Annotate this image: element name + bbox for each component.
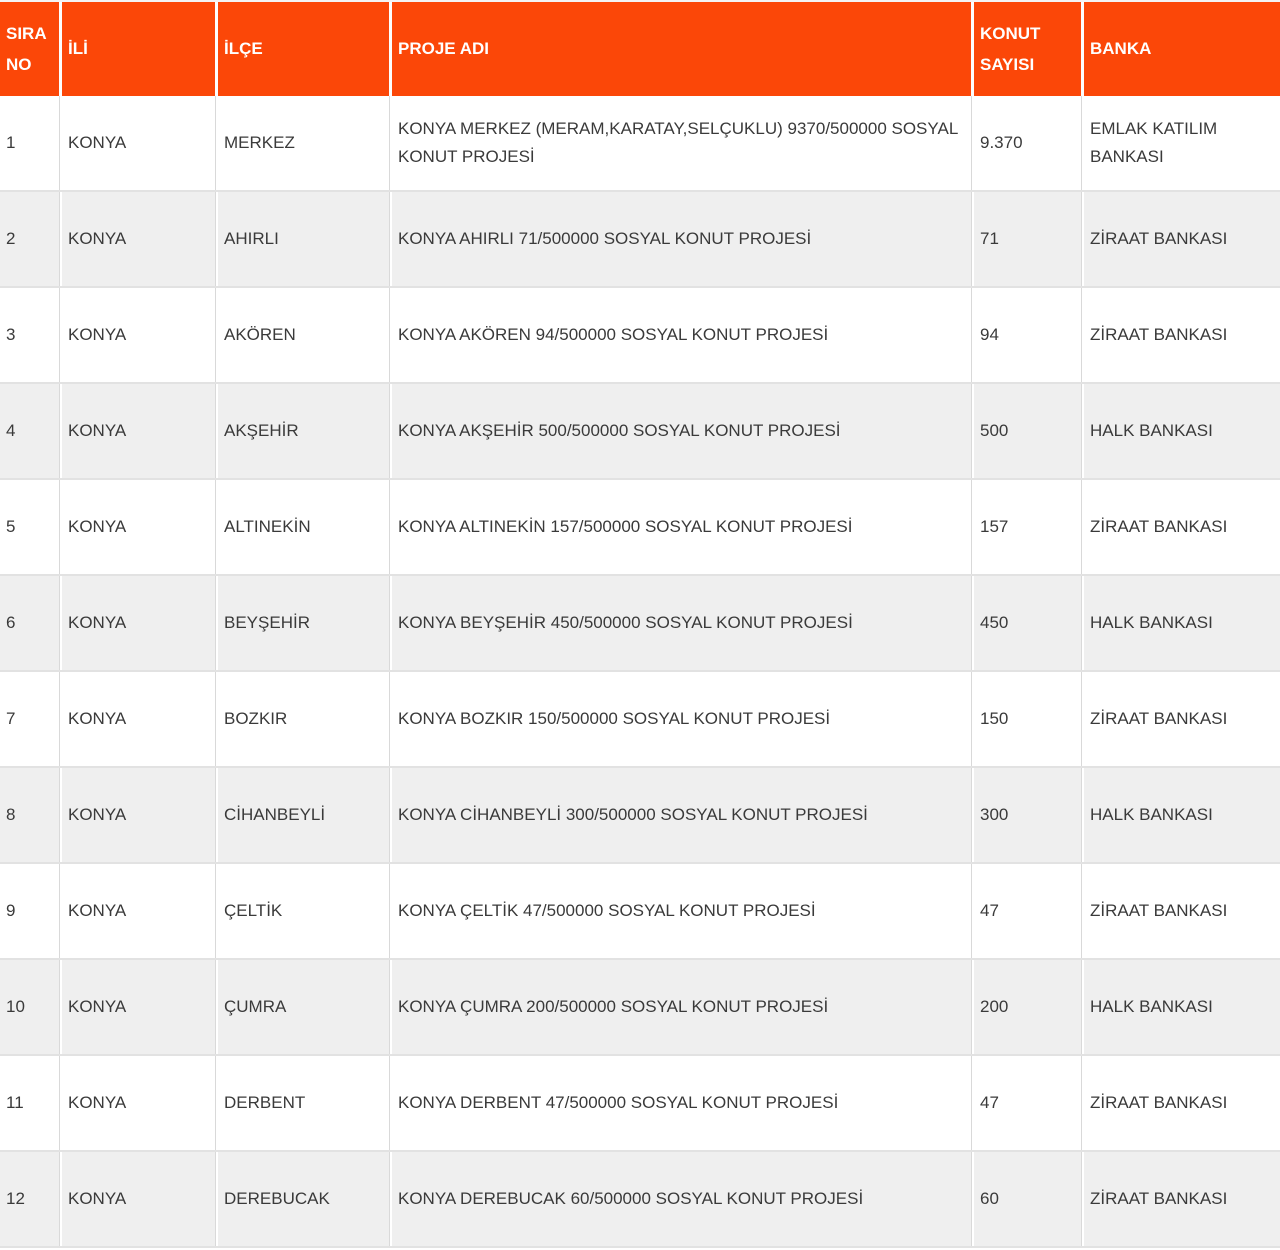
cell-sira-no: 7 [0, 672, 62, 768]
cell-banka: EMLAK KATILIM BANKASI [1084, 96, 1280, 192]
column-header-ilce: İLÇE [218, 2, 392, 96]
column-header-banka: BANKA [1084, 2, 1280, 96]
cell-konut-sayisi: 9.370 [974, 96, 1084, 192]
cell-konut-sayisi: 157 [974, 480, 1084, 576]
cell-proje-adi: KONYA DERBENT 47/500000 SOSYAL KONUT PROJESİ [392, 1056, 974, 1152]
cell-ili: KONYA [62, 960, 218, 1056]
table-row [0, 864, 1280, 960]
table-row [0, 672, 1280, 768]
cell-konut-sayisi: 47 [974, 864, 1084, 960]
cell-ili: KONYA [62, 288, 218, 384]
table-body [0, 96, 1280, 1248]
table-row [0, 288, 1280, 384]
cell-sira-no: 11 [0, 1056, 62, 1152]
cell-sira-no: 12 [0, 1152, 62, 1248]
cell-ili: KONYA [62, 384, 218, 480]
table-row [0, 576, 1280, 672]
cell-sira-no: 9 [0, 864, 62, 960]
table-row [0, 1152, 1280, 1248]
cell-konut-sayisi: 71 [974, 192, 1084, 288]
cell-proje-adi: KONYA AKŞEHİR 500/500000 SOSYAL KONUT PROJESİ [392, 384, 974, 480]
housing-projects-table [0, 2, 1280, 1248]
cell-sira-no: 10 [0, 960, 62, 1056]
cell-ilce: AKÖREN [218, 288, 392, 384]
cell-ilce: AHIRLI [218, 192, 392, 288]
cell-banka: ZİRAAT BANKASI [1084, 192, 1280, 288]
cell-ilce: CİHANBEYLİ [218, 768, 392, 864]
cell-konut-sayisi: 94 [974, 288, 1084, 384]
cell-konut-sayisi: 300 [974, 768, 1084, 864]
cell-proje-adi: KONYA CİHANBEYLİ 300/500000 SOSYAL KONUT PROJESİ [392, 768, 974, 864]
table-row [0, 960, 1280, 1056]
column-header-ili: İLİ [62, 2, 218, 96]
cell-proje-adi: KONYA ÇELTİK 47/500000 SOSYAL KONUT PROJESİ [392, 864, 974, 960]
cell-banka: ZİRAAT BANKASI [1084, 288, 1280, 384]
cell-ili: KONYA [62, 672, 218, 768]
cell-ili: KONYA [62, 1152, 218, 1248]
cell-ili: KONYA [62, 768, 218, 864]
cell-konut-sayisi: 200 [974, 960, 1084, 1056]
cell-banka: ZİRAAT BANKASI [1084, 1056, 1280, 1152]
cell-ili: KONYA [62, 1056, 218, 1152]
cell-ili: KONYA [62, 192, 218, 288]
cell-ilce: ALTINEKİN [218, 480, 392, 576]
cell-konut-sayisi: 500 [974, 384, 1084, 480]
cell-ilce: AKŞEHİR [218, 384, 392, 480]
table-row [0, 192, 1280, 288]
cell-ilce: DEREBUCAK [218, 1152, 392, 1248]
cell-proje-adi: KONYA AHIRLI 71/500000 SOSYAL KONUT PROJESİ [392, 192, 974, 288]
cell-ili: KONYA [62, 864, 218, 960]
cell-sira-no: 8 [0, 768, 62, 864]
table-row [0, 768, 1280, 864]
cell-sira-no: 4 [0, 384, 62, 480]
cell-banka: HALK BANKASI [1084, 384, 1280, 480]
table-row [0, 96, 1280, 192]
cell-banka: ZİRAAT BANKASI [1084, 1152, 1280, 1248]
cell-proje-adi: KONYA BOZKIR 150/500000 SOSYAL KONUT PROJESİ [392, 672, 974, 768]
cell-ilce: MERKEZ [218, 96, 392, 192]
cell-proje-adi: KONYA DEREBUCAK 60/500000 SOSYAL KONUT PROJESİ [392, 1152, 974, 1248]
cell-proje-adi: KONYA BEYŞEHİR 450/500000 SOSYAL KONUT PROJESİ [392, 576, 974, 672]
column-header-konut-sayisi: KONUT SAYISI [974, 2, 1084, 96]
cell-sira-no: 6 [0, 576, 62, 672]
cell-sira-no: 1 [0, 96, 62, 192]
cell-ili: KONYA [62, 480, 218, 576]
cell-banka: ZİRAAT BANKASI [1084, 864, 1280, 960]
cell-sira-no: 2 [0, 192, 62, 288]
cell-ilce: BOZKIR [218, 672, 392, 768]
column-header-sira-no: SIRA NO [0, 2, 62, 96]
cell-ili: KONYA [62, 96, 218, 192]
cell-sira-no: 5 [0, 480, 62, 576]
header-row [0, 2, 1280, 96]
cell-ilce: DERBENT [218, 1056, 392, 1152]
cell-konut-sayisi: 150 [974, 672, 1084, 768]
column-header-proje-adi: PROJE ADI [392, 2, 974, 96]
cell-sira-no: 3 [0, 288, 62, 384]
cell-banka: HALK BANKASI [1084, 576, 1280, 672]
cell-proje-adi: KONYA MERKEZ (MERAM,KARATAY,SELÇUKLU) 9370/500000 SOSYAL KONUT PROJESİ [392, 96, 974, 192]
cell-proje-adi: KONYA ÇUMRA 200/500000 SOSYAL KONUT PROJESİ [392, 960, 974, 1056]
cell-konut-sayisi: 60 [974, 1152, 1084, 1248]
table-row [0, 384, 1280, 480]
cell-proje-adi: KONYA ALTINEKİN 157/500000 SOSYAL KONUT PROJESİ [392, 480, 974, 576]
cell-ilce: BEYŞEHİR [218, 576, 392, 672]
cell-banka: HALK BANKASI [1084, 960, 1280, 1056]
cell-banka: ZİRAAT BANKASI [1084, 480, 1280, 576]
cell-konut-sayisi: 47 [974, 1056, 1084, 1152]
cell-ilce: ÇUMRA [218, 960, 392, 1056]
cell-banka: ZİRAAT BANKASI [1084, 672, 1280, 768]
cell-ili: KONYA [62, 576, 218, 672]
cell-ilce: ÇELTİK [218, 864, 392, 960]
table-row [0, 480, 1280, 576]
cell-konut-sayisi: 450 [974, 576, 1084, 672]
cell-banka: HALK BANKASI [1084, 768, 1280, 864]
cell-proje-adi: KONYA AKÖREN 94/500000 SOSYAL KONUT PROJESİ [392, 288, 974, 384]
table-row [0, 1056, 1280, 1152]
